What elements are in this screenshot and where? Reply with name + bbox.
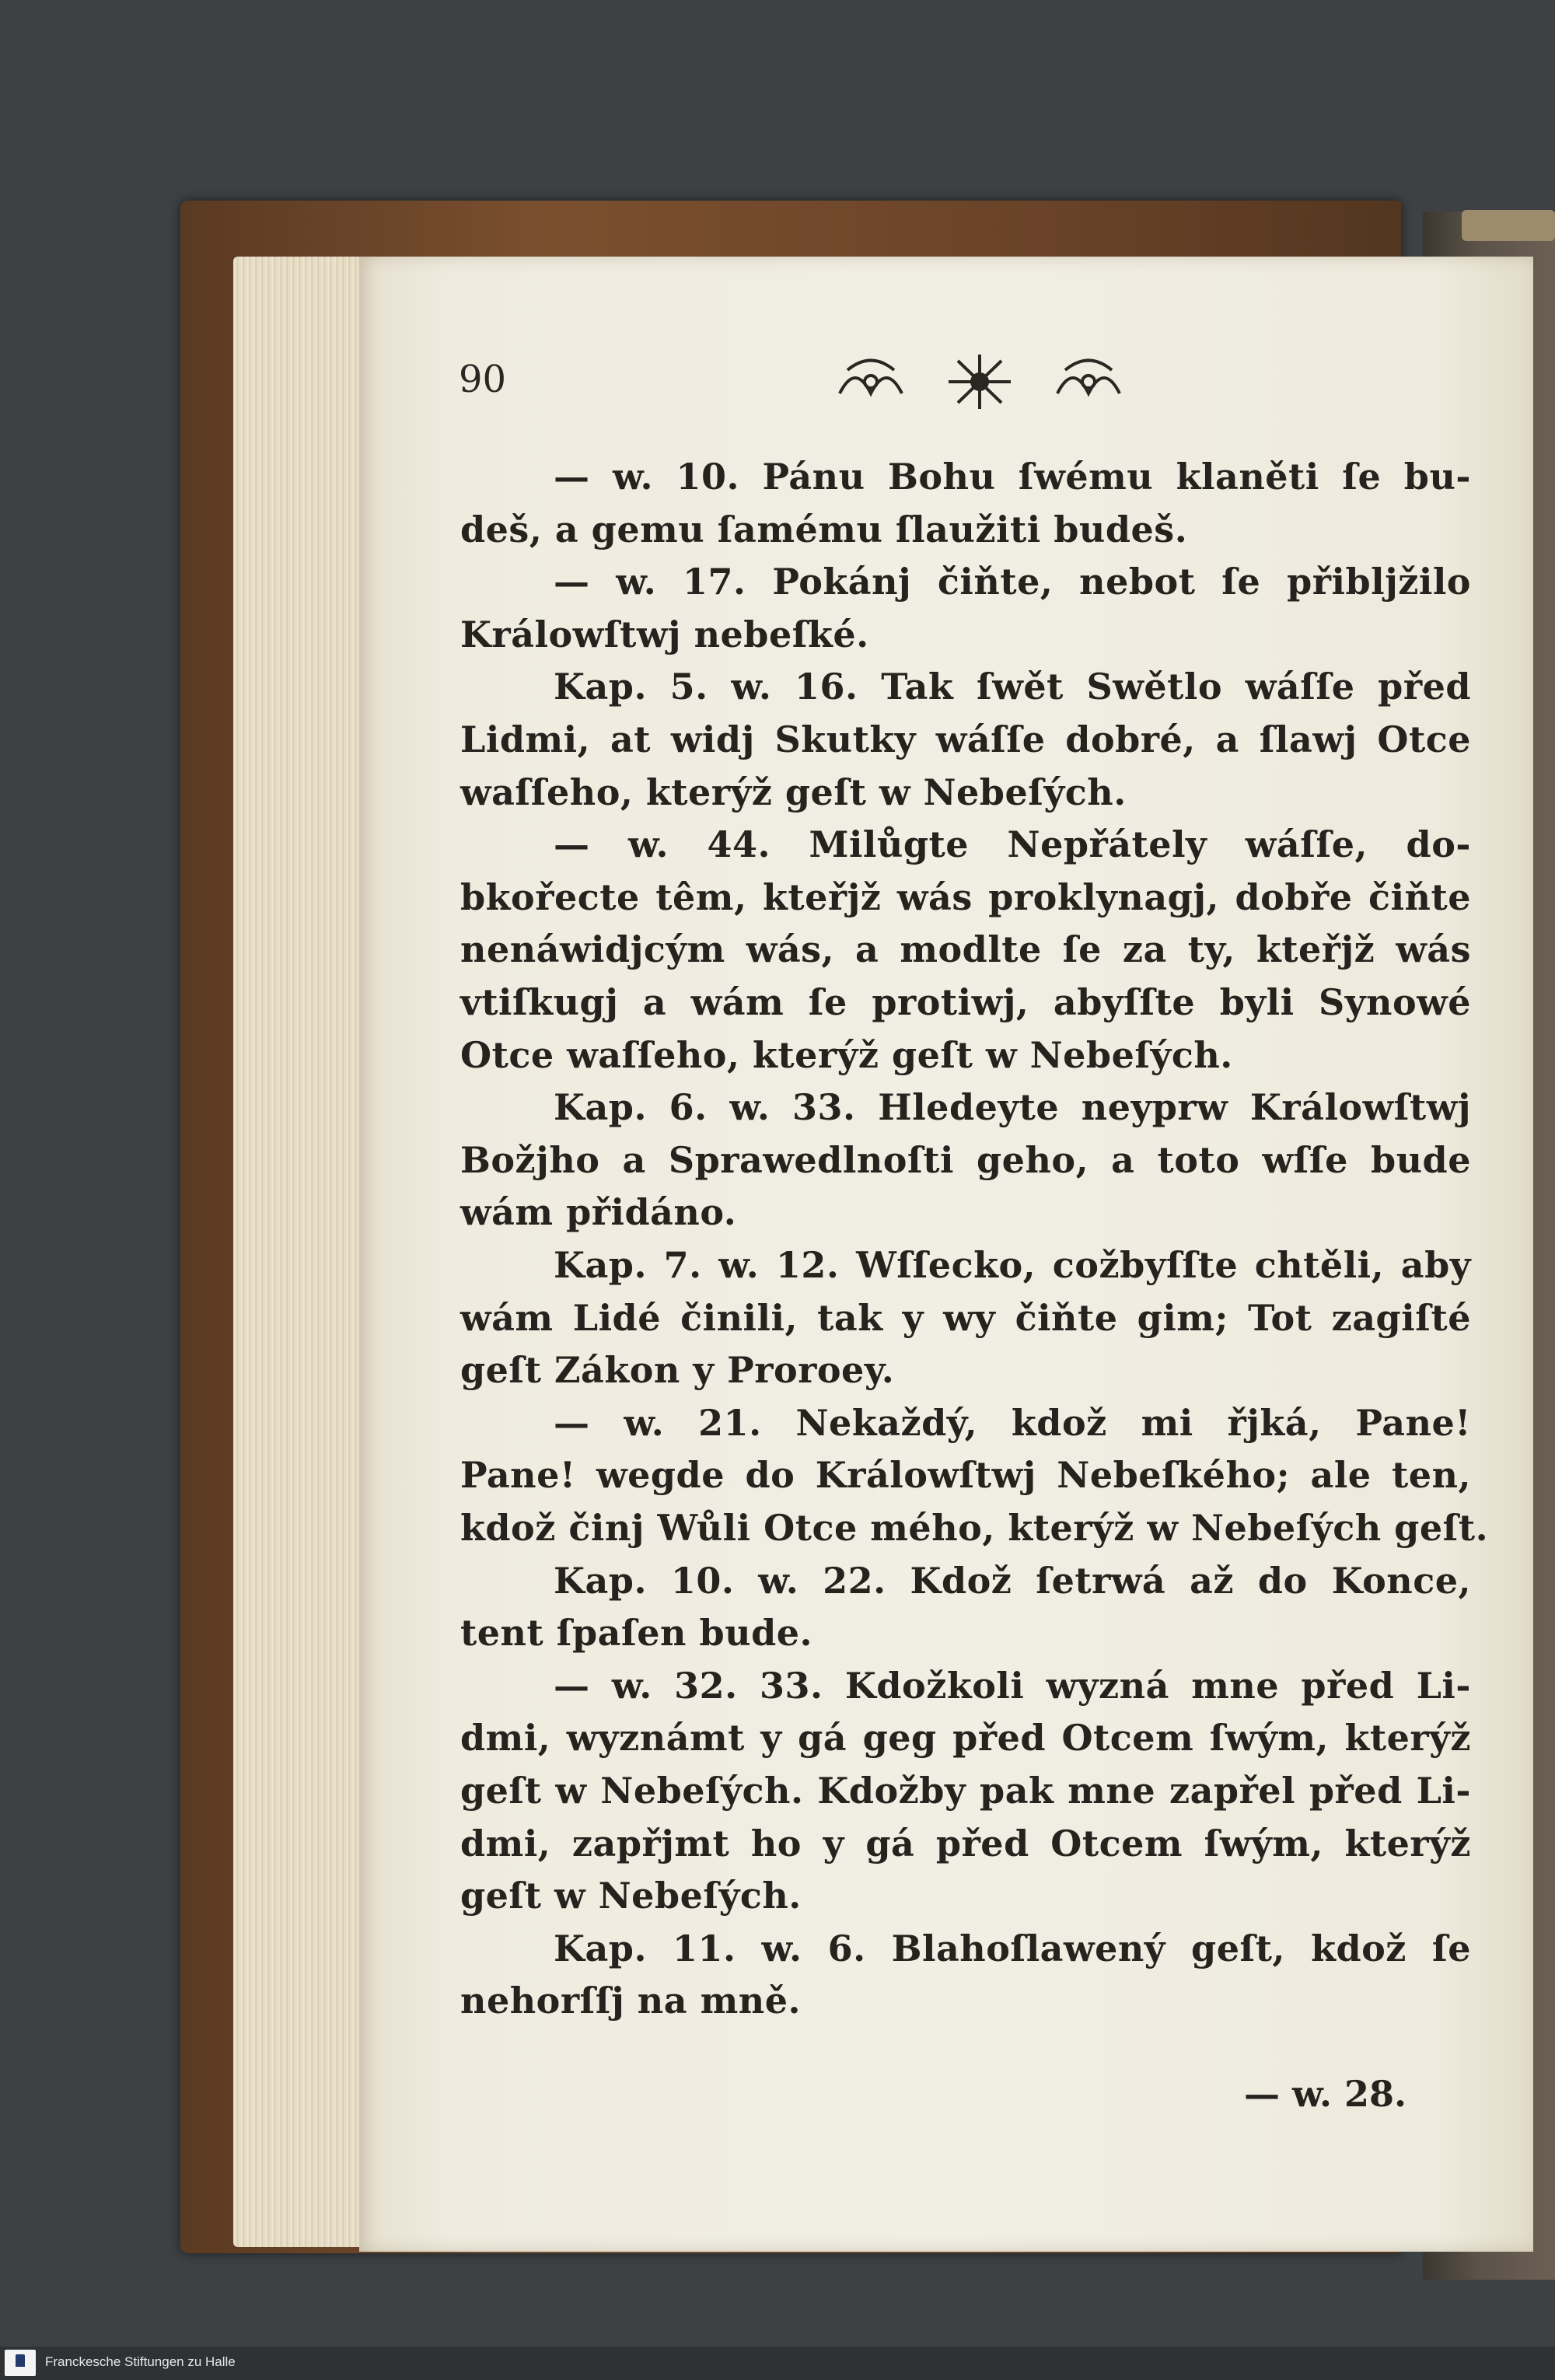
text-line: vtiſkugj a wám ſe protiwj, abyſſte byli Synowé bbox=[460, 981, 1471, 1023]
text-line: bkořecte têm, kteřjž wás proklynagj, dobře čiňte bbox=[460, 875, 1471, 918]
institution-name: Franckesche Stiftungen zu Halle bbox=[45, 2354, 236, 2369]
book-binding-edge bbox=[1462, 210, 1555, 241]
text-line: wám Lidé činili, tak y wy čiňte gim; Tot zagiſté bbox=[460, 1296, 1471, 1339]
text-line: Otce waſſeho, kterýž geſt w Nebeſých. bbox=[460, 1033, 1233, 1076]
text-line: deš, a gemu ſamému ſlaužiti budeš. bbox=[460, 508, 1188, 550]
text-line: Kap. 5. w. 16. Tak ſwět Swětlo wáſſe před bbox=[554, 666, 1471, 708]
text-line: geſt w Nebeſých. bbox=[460, 1875, 802, 1917]
text-line: — w. 10. Pánu Bohu ſwému klaněti ſe bu- bbox=[554, 456, 1471, 498]
text-line: — w. 44. Milůgte Nepřátely wáſſe, do- bbox=[554, 823, 1471, 866]
text-line: — w. 32. 33. Kdožkoli wyzná mne před Li- bbox=[554, 1664, 1471, 1707]
text-line: Králowſtwj nebeſké. bbox=[460, 613, 869, 655]
text-line: Lidmi, at widj Skutky wáſſe dobré, a ſlawj Otce bbox=[460, 718, 1471, 760]
page-edges bbox=[233, 257, 365, 2247]
text-line: tent ſpaſen bude. bbox=[460, 1612, 813, 1655]
text-line: kdož činj Wůli Otce mého, kterýž w Nebeſých geſt. bbox=[460, 1507, 1489, 1549]
text-line: Božjho a Sprawedlnoſti geho, a toto wſſe bude bbox=[460, 1138, 1471, 1181]
text-line: Kap. 7. w. 12. Wſſecko, cožbyſſte chtěli, aby bbox=[554, 1244, 1471, 1286]
text-line: — w. 21. Nekaždý, kdož mi řjká, Pane! bbox=[554, 1401, 1471, 1444]
text-line: geſt Zákon y Proroey. bbox=[460, 1349, 895, 1392]
text-line: dmi, zapřjmt ho y gá před Otcem ſwým, kterýž bbox=[460, 1822, 1471, 1865]
page-number: 90 bbox=[459, 358, 507, 401]
text-line: nehorſſj na mně. bbox=[460, 1980, 801, 2022]
text-line: — w. 17. Pokánj čiňte, nebot ſe přibljžilo bbox=[554, 561, 1471, 603]
catchword: — w. 28. bbox=[1244, 2073, 1407, 2115]
text-line: waſſeho, kterýž geſt w Nebeſých. bbox=[460, 771, 1127, 813]
text-line: Kap. 11. w. 6. Blahoſlawený geſt, kdož ſe bbox=[554, 1927, 1471, 1969]
text-line: Pane! wegde do Králowſtwj Nebeſkého; ale ten, bbox=[460, 1454, 1471, 1497]
text-line: dmi, wyznámt y gá geg před Otcem ſwým, kterýž bbox=[460, 1717, 1471, 1760]
text-line: nenáwidjcým wás, a modlte ſe za ty, kteřjž wás bbox=[460, 928, 1471, 971]
text-line: Kap. 6. w. 33. Hledeyte neyprw Králowſtwj bbox=[554, 1086, 1471, 1129]
fleuron-ornament-icon bbox=[824, 347, 1135, 417]
text-line: geſt w Nebeſých. Kdožby pak mne zapřel před Li- bbox=[460, 1770, 1471, 1812]
foundation-logo-icon bbox=[5, 2350, 36, 2376]
text-line: wám přidáno. bbox=[460, 1191, 737, 1234]
text-line: Kap. 10. w. 22. Kdož ſetrwá až do Konce, bbox=[554, 1559, 1471, 1602]
